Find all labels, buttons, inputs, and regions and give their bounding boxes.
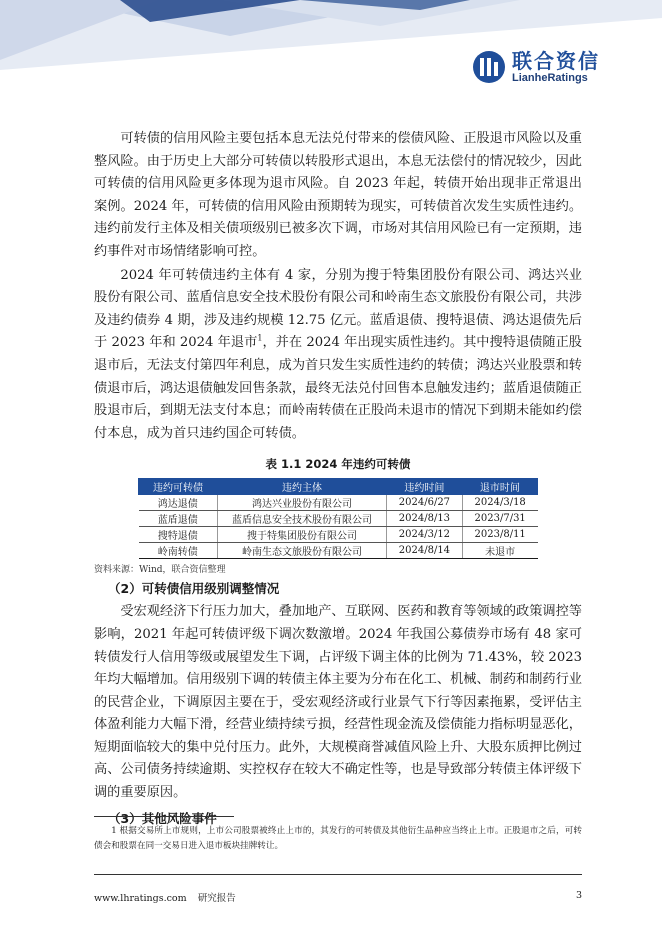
cell-issuer: 岭南生态文旅股份有限公司 bbox=[218, 543, 387, 559]
footnote-text: 1 根据交易所上市规则，上市公司股票被终止上市的，其发行的可转债及其他衍生品种应当终止上市。正股退市之后，可转债会和股票在同一交易日进入退市板块挂牌转让。 bbox=[94, 826, 582, 851]
cell-default-date: 2024/3/12 bbox=[387, 527, 463, 543]
table-caption: 表 1.1 2024 年违约可转债 bbox=[265, 457, 411, 472]
cell-default-date: 2024/8/14 bbox=[387, 543, 463, 559]
table-source: 资料来源：Wind，联合资信整理 bbox=[94, 565, 226, 576]
cell-delisting-date: 2023/7/31 bbox=[462, 511, 537, 527]
table-row bbox=[139, 527, 538, 543]
paragraph-default-issuers-part1: 2024 年可转债违约主体有 4 家，分别为搜于特集团股份有限公司、鸿达兴业股份有限公司、蓝盾信息安全技术股份有限公司和岭南生态文旅股份有限公司，共涉及违约债券 4 期，涉及违约规模 12.75 亿元。蓝盾退债、搜特退债、鸿达退债先后于 2023 年和 2024 年退市 bbox=[94, 267, 582, 351]
table-header-row bbox=[139, 479, 538, 495]
col-header-issuer: 违约主体 bbox=[218, 479, 387, 495]
lianhe-logo-icon bbox=[472, 50, 506, 84]
col-header-bond: 违约可转债 bbox=[139, 479, 218, 495]
default-convertible-table bbox=[138, 478, 538, 559]
section-heading-rating-adjustment: （2）可转债信用级别调整情况 bbox=[108, 581, 280, 597]
cell-bond: 岭南转债 bbox=[139, 543, 218, 559]
cell-delisting-date: 2024/3/18 bbox=[462, 495, 537, 511]
logo-english-name: LianheRatings bbox=[512, 72, 588, 84]
footer-info bbox=[94, 890, 244, 904]
footer-divider bbox=[94, 874, 582, 875]
footer-label: 研究报告 bbox=[197, 893, 236, 904]
col-header-delisting-date: 退市时间 bbox=[462, 479, 537, 495]
cell-delisting-date: 未退市 bbox=[462, 543, 537, 559]
paragraph-rating-downgrades: 受宏观经济下行压力加大，叠加地产、互联网、医药和教育等领域的政策调控等影响，2021 年起可转债评级下调次数激增。2024 年我国公募债券市场有 48 家可转债发行人信用等级或展望发生下调，占评级下调主体的比例为 71.43%，较 2023 年均大幅增加。信用级别下调的转债主体主要为分布在化工、机械、制药和制药行业的民营企业，下调原因主要在于，受宏观经济或行业景气下行等因素拖累，受评估主体盈利能力大幅下滑，经营业绩持续亏损，经营性现金流及偿债能力指标明显恶化，短期面临较大的集中兑付压力。此外，大规模商誉减值风险上升、大股东质押比例过高、公司债务持续逾期、实控权存在较大不确定性等，也是导致部分转债主体评级下调的重要原因。 bbox=[94, 604, 582, 801]
footnote-divider bbox=[94, 816, 234, 817]
col-header-default-date: 违约时间 bbox=[387, 479, 463, 495]
company-logo bbox=[472, 50, 600, 84]
page-number: 3 bbox=[576, 890, 583, 901]
cell-default-date: 2024/6/27 bbox=[387, 495, 463, 511]
cell-delisting-date: 2023/8/11 bbox=[462, 527, 537, 543]
footer-url-link[interactable]: www.lhratings.com bbox=[94, 893, 187, 904]
paragraph-convertible-credit-risk: 可转债的信用风险主要包括本息无法兑付带来的偿债风险、正股退市风险以及重整风险。由于历史上大部分可转债以转股形式退出，本息无法偿付的情况较少，因此可转债的信用风险更多体现为退市风险。自 2023 年起，转债开始出现非正常退出案例。2024 年，可转债的信用风险由预期转为现实，可转债首次发生实质性违约。违约前发行主体及相关债项级别已被多次下调，市场对其信用风险已有一定预期，违约事件对市场情绪影响可控。 bbox=[94, 131, 582, 259]
report-body bbox=[94, 128, 582, 831]
logo-chinese-name: 联合资信 bbox=[512, 49, 600, 73]
cell-default-date: 2024/8/13 bbox=[387, 511, 463, 527]
cell-bond: 鸿达退债 bbox=[139, 495, 218, 511]
cell-issuer: 蓝盾信息安全技术股份有限公司 bbox=[218, 511, 387, 527]
cell-issuer: 鸿达兴业股份有限公司 bbox=[218, 495, 387, 511]
table-row bbox=[139, 543, 538, 559]
paragraph-default-issuers-part2: ，并在 2024 年出现实质性违约。其中搜特退债随正股退市后，无法支付第四年利息，成为首只发生实质性违约的转债；鸿达兴业股票和转债退市后，鸿达退债触发回售条款，最终无法兑付回售本息触发违约；蓝盾退债随正股退市后，到期无法支付本息；而岭南转债在正股尚未退市的情况下到期未能如约偿付本息，成为首只违约国企可转债。 bbox=[94, 335, 582, 441]
table-row bbox=[139, 511, 538, 527]
cell-issuer: 搜于特集团股份有限公司 bbox=[218, 527, 387, 543]
cell-bond: 搜特退债 bbox=[139, 527, 218, 543]
table-row bbox=[139, 495, 538, 511]
cell-bond: 蓝盾退债 bbox=[139, 511, 218, 527]
section-heading-other-risks: （3）其他风险事件 bbox=[108, 810, 217, 826]
paragraph-default-issuers bbox=[94, 265, 582, 446]
footnote-ref[interactable]: 1 bbox=[257, 333, 263, 343]
